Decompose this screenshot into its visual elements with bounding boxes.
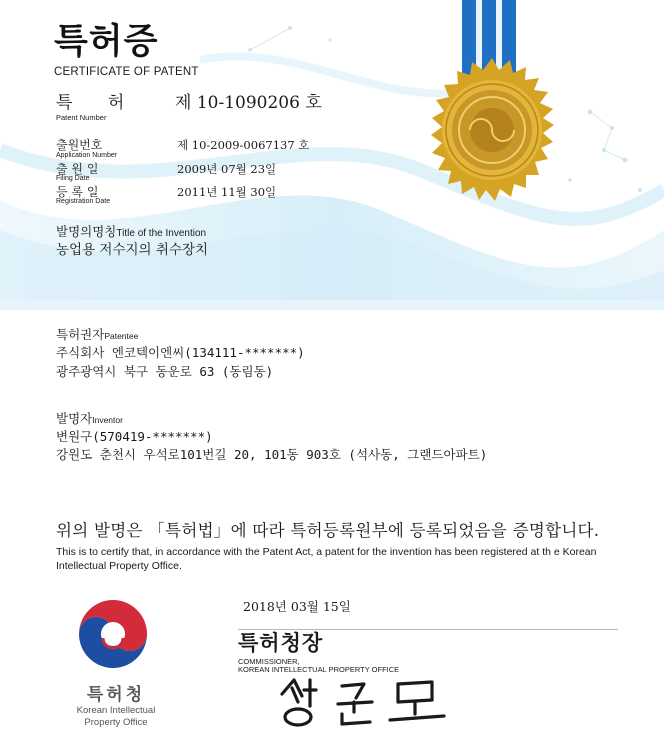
registration-date-sub: Registration Date [56, 198, 111, 205]
invention-title-label-en: Title of the Invention [116, 228, 207, 239]
issue-date: 2018년 03월 15일 [243, 599, 351, 614]
patent-number-label: 특 허 [56, 93, 125, 113]
certificate-title: 특허증 [54, 22, 159, 62]
patentee-label-en: Patentee [104, 331, 139, 341]
kipo-logo-name-en-line1: Korean Intellectual [76, 705, 156, 716]
filing-date-value: 2009년 07월 23일 [177, 162, 277, 176]
inventor-label [56, 409, 123, 427]
commissioner-title: 특허청장 [238, 631, 324, 655]
application-number-value: 제 10-2009-0067137 호 [177, 138, 310, 152]
inventor-label-en: Inventor [92, 415, 123, 425]
inventor-address: 강원도 춘천시 우석로101번길 20, 101동 903호 (석사동, 그랜드아파트) [56, 447, 488, 462]
commissioner-signature [272, 672, 472, 732]
patent-number-value: 제 10-1090206 호 [175, 93, 322, 113]
kipo-logo-name-en-line2: Property Office [84, 717, 148, 728]
kipo-logo-icon [73, 598, 153, 678]
filing-date-sub: Filing Date [56, 175, 90, 182]
filing-date-label: 출 원 일 [56, 162, 99, 176]
commissioner-title-en-line2: KOREAN INTELLECTUAL PROPERTY OFFICE [238, 665, 400, 674]
gold-seal-emblem [420, 0, 585, 205]
registration-date-label: 등 록 일 [56, 185, 99, 199]
registration-date-value: 2011년 11월 30일 [177, 185, 277, 199]
kipo-logo-name: 특허청 [86, 685, 146, 705]
patent-number-sub: Patent Number [56, 113, 107, 122]
commissioner-title-en-line1: COMMISSIONER, [238, 657, 300, 666]
inventor-name: 변원구(570419-*******) [56, 429, 213, 444]
application-number-sub: Application Number [56, 152, 118, 159]
invention-name: 농업용 저수지의 취수장치 [56, 242, 209, 258]
invention-title-label-ko: 발명의명칭 [56, 224, 117, 239]
patentee-address: 광주광역시 북구 동운로 63 (동림동) [56, 364, 274, 379]
inventor-label-ko: 발명자 [56, 411, 93, 426]
certificate-title-en: CERTIFICATE OF PATENT [54, 66, 199, 78]
patentee-label [56, 325, 138, 343]
application-number-label: 출원번호 [56, 138, 103, 152]
kipo-logo-name-en [50, 705, 182, 729]
certification-statement-ko: 위의 발명은 「특허법」에 따라 특허등록원부에 등록되었음을 증명합니다. [56, 521, 600, 540]
certification-statement-en: This is to certify that, in accordance with the Patent Act, a patent for the invention has been registered at th e Korean Intellectual Property Office. [56, 546, 597, 572]
patentee-label-ko: 특허권자 [56, 327, 105, 342]
patentee-name: 주식회사 엔코텍이엔씨(134111-*******) [56, 345, 305, 360]
